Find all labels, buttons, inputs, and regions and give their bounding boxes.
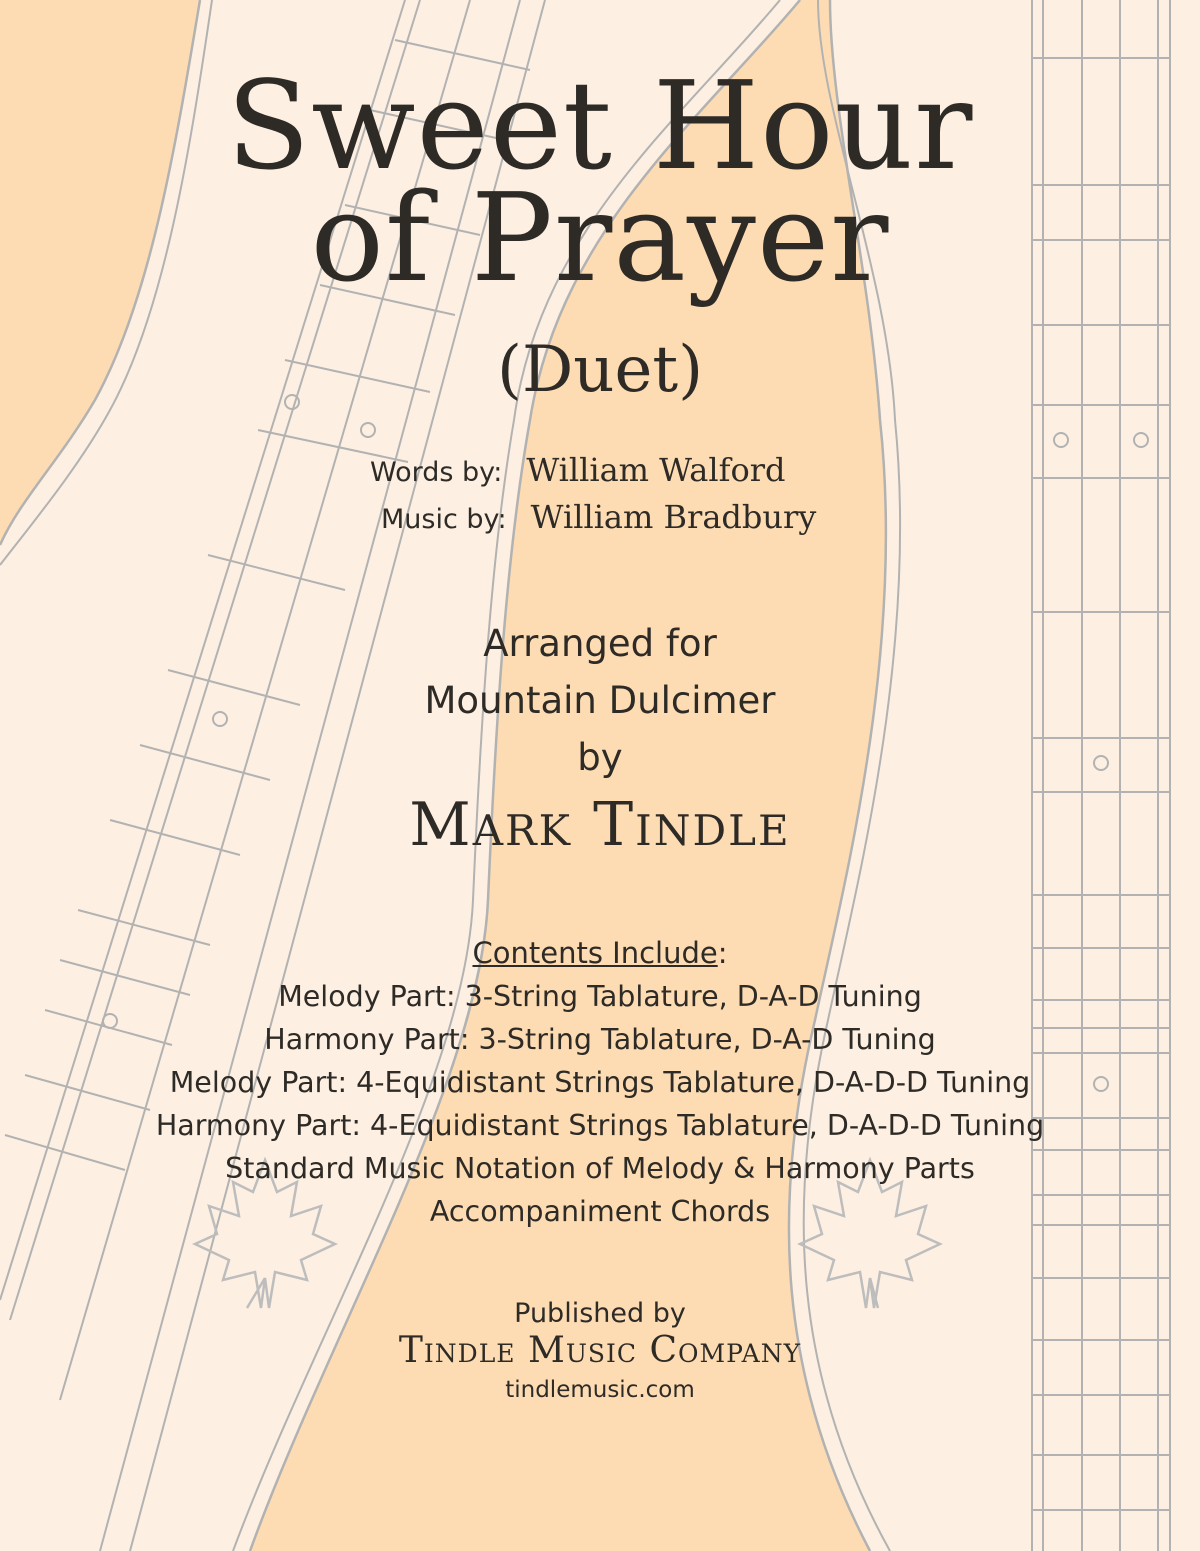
contents-item: Melody Part: 4-Equidistant Strings Tablature, D-A-D-D Tuning [169,1066,1031,1099]
title-line-1: Sweet Hour [226,55,974,197]
publisher-name: Tindle Music Company [398,1330,802,1371]
contents-heading [0,933,1200,973]
publisher-url: tindlemusic.com [505,1377,695,1403]
contents-item: Melody Part: 3-String Tablature, D-A-D Tuning [278,980,922,1013]
music-composer: William Bradbury [530,498,817,536]
contents-item: Harmony Part: 4-Equidistant Strings Tablature, D-A-D-D Tuning [155,1109,1045,1142]
arranged-for: Arranged for [483,622,717,665]
contents-heading-text: Contents Include [472,936,718,970]
instrument: Mountain Dulcimer [424,679,776,722]
contents-item: Accompaniment Chords [429,1195,771,1228]
contents-heading-colon: : [717,936,728,970]
subtitle: (Duet) [496,333,704,407]
music-label: Music by: [381,504,507,535]
music-credit [381,495,816,542]
contents-item: Harmony Part: 3-String Tablature, D-A-D Tuning [264,1023,936,1056]
words-label: Words by: [370,457,503,488]
arranged-by: by [577,736,623,779]
published-by: Published by [514,1298,686,1329]
title-line-2: of Prayer [310,167,890,309]
words-credit [370,448,785,495]
contents-item: Standard Music Notation of Melody & Harmony Parts [225,1152,975,1185]
arranger-name: Mark Tindle [409,790,791,860]
words-author: William Walford [526,451,786,489]
